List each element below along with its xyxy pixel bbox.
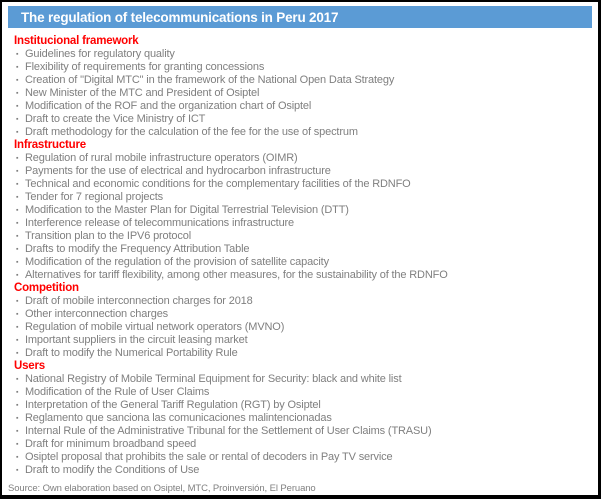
list-item xyxy=(14,386,590,399)
list-item xyxy=(14,74,590,87)
source-note: Source: Own elaboration based on Osiptel, MTC, Proinversión, El Peruano xyxy=(8,483,316,494)
bullet-icon: ▪ xyxy=(16,389,19,396)
bullet-icon: ▪ xyxy=(16,220,19,227)
list-item xyxy=(14,451,590,464)
list-item xyxy=(14,256,590,269)
content xyxy=(2,28,598,477)
list-item xyxy=(14,243,590,256)
section-title: Competition xyxy=(14,282,79,294)
section-list xyxy=(14,48,590,139)
list-item-text: Draft methodology for the calculation of the fee for the use of spectrum xyxy=(25,126,358,138)
list-item-text: Osiptel proposal that prohibits the sale or rental of decoders in Pay TV service xyxy=(25,451,393,463)
list-item xyxy=(14,230,590,243)
list-item-text: Regulation of rural mobile infrastructure operators (OIMR) xyxy=(25,152,298,164)
list-item xyxy=(14,48,590,61)
section-title: Institucional framework xyxy=(14,35,139,47)
list-item-text: Modification of the ROF and the organization chart of Osiptel xyxy=(25,100,312,112)
bullet-icon: ▪ xyxy=(16,90,19,97)
list-item-text: Draft to modify the Conditions of Use xyxy=(25,464,200,476)
section-list xyxy=(14,373,590,477)
list-item-text: Tender for 7 regional projects xyxy=(25,191,163,203)
bullet-icon: ▪ xyxy=(16,428,19,435)
list-item-text: Creation of "Digital MTC" in the framework of the National Open Data Strategy xyxy=(25,74,395,86)
list-item xyxy=(14,152,590,165)
list-item-text: Modification to the Master Plan for Digital Terrestrial Television (DTT) xyxy=(25,204,349,216)
bullet-icon: ▪ xyxy=(16,64,19,71)
bullet-icon: ▪ xyxy=(16,168,19,175)
list-item xyxy=(14,100,590,113)
bullet-icon: ▪ xyxy=(16,194,19,201)
bullet-icon: ▪ xyxy=(16,454,19,461)
list-item xyxy=(14,347,590,360)
bullet-icon: ▪ xyxy=(16,415,19,422)
list-item xyxy=(14,191,590,204)
section xyxy=(14,35,590,139)
list-item-text: Payments for the use of electrical and hydrocarbon infrastructure xyxy=(25,165,331,177)
list-item-text: Modification of the regulation of the provision of satellite capacity xyxy=(25,256,329,268)
bullet-icon: ▪ xyxy=(16,207,19,214)
list-item-text: Drafts to modify the Frequency Attribution Table xyxy=(25,243,250,255)
list-item-text: National Registry of Mobile Terminal Equipment for Security: black and white list xyxy=(25,373,402,385)
bullet-icon: ▪ xyxy=(16,298,19,305)
bullet-icon: ▪ xyxy=(16,246,19,253)
section-title: Infrastructure xyxy=(14,139,86,151)
list-item xyxy=(14,178,590,191)
list-item xyxy=(14,438,590,451)
list-item xyxy=(14,334,590,347)
list-item-text: Interference release of telecommunications infrastructure xyxy=(25,217,295,229)
list-item-text: Internal Rule of the Administrative Tribunal for the Settlement of User Claims (TRASU) xyxy=(25,425,432,437)
bullet-icon: ▪ xyxy=(16,272,19,279)
bullet-icon: ▪ xyxy=(16,441,19,448)
bullet-icon: ▪ xyxy=(16,402,19,409)
list-item-text: Draft to create the Vice Ministry of ICT xyxy=(25,113,206,125)
list-item-text: Guidelines for regulatory quality xyxy=(25,48,175,60)
list-item xyxy=(14,373,590,386)
bullet-icon: ▪ xyxy=(16,467,19,474)
list-item xyxy=(14,165,590,178)
bullet-icon: ▪ xyxy=(16,311,19,318)
bullet-icon: ▪ xyxy=(16,324,19,331)
bullet-icon: ▪ xyxy=(16,337,19,344)
bullet-icon: ▪ xyxy=(16,350,19,357)
bullet-icon: ▪ xyxy=(16,51,19,58)
bullet-icon: ▪ xyxy=(16,103,19,110)
list-item xyxy=(14,464,590,477)
bullet-icon: ▪ xyxy=(16,116,19,123)
list-item-text: Interpretation of the General Tariff Regulation (RGT) by Osiptel xyxy=(25,399,321,411)
list-item-text: Modification of the Rule of User Claims xyxy=(25,386,210,398)
list-item-text: Technical and economic conditions for the complementary facilities of the RDNFO xyxy=(25,178,411,190)
bullet-icon: ▪ xyxy=(16,129,19,136)
list-item xyxy=(14,412,590,425)
bullet-icon: ▪ xyxy=(16,376,19,383)
list-item-text: Other interconnection charges xyxy=(25,308,169,320)
section xyxy=(14,139,590,282)
list-item xyxy=(14,269,590,282)
list-item-text: Reglamento que sanciona las comunicaciones malintencionadas xyxy=(25,412,332,424)
list-item xyxy=(14,87,590,100)
list-item xyxy=(14,204,590,217)
bullet-icon: ▪ xyxy=(16,259,19,266)
list-item-text: Transition plan to the IPV6 protocol xyxy=(25,230,192,242)
list-item xyxy=(14,61,590,74)
title-bar xyxy=(8,6,592,28)
bullet-icon: ▪ xyxy=(16,77,19,84)
bullet-icon: ▪ xyxy=(16,233,19,240)
list-item-text: Draft for minimum broadband speed xyxy=(25,438,197,450)
list-item xyxy=(14,308,590,321)
page-title: The regulation of telecommunications in Peru 2017 xyxy=(21,9,339,25)
list-item-text: Important suppliers in the circuit leasing market xyxy=(25,334,248,346)
section xyxy=(14,282,590,360)
section-list xyxy=(14,152,590,282)
bullet-icon: ▪ xyxy=(16,155,19,162)
list-item-text: Alternatives for tariff flexibility, among other measures, for the sustainability of the RDNFO xyxy=(25,269,448,281)
list-item xyxy=(14,321,590,334)
bullet-icon: ▪ xyxy=(16,181,19,188)
section-list xyxy=(14,295,590,360)
list-item-text: Regulation of mobile virtual network operators (MVNO) xyxy=(25,321,285,333)
list-item-text: Draft to modify the Numerical Portability Rule xyxy=(25,347,238,359)
list-item xyxy=(14,113,590,126)
list-item xyxy=(14,217,590,230)
list-item-text: Draft of mobile interconnection charges for 2018 xyxy=(25,295,253,307)
section xyxy=(14,360,590,477)
list-item xyxy=(14,295,590,308)
list-item-text: New Minister of the MTC and President of Osiptel xyxy=(25,87,260,99)
section-title: Users xyxy=(14,360,45,372)
list-item xyxy=(14,425,590,438)
list-item xyxy=(14,126,590,139)
list-item xyxy=(14,399,590,412)
list-item-text: Flexibility of requirements for granting concessions xyxy=(25,61,265,73)
